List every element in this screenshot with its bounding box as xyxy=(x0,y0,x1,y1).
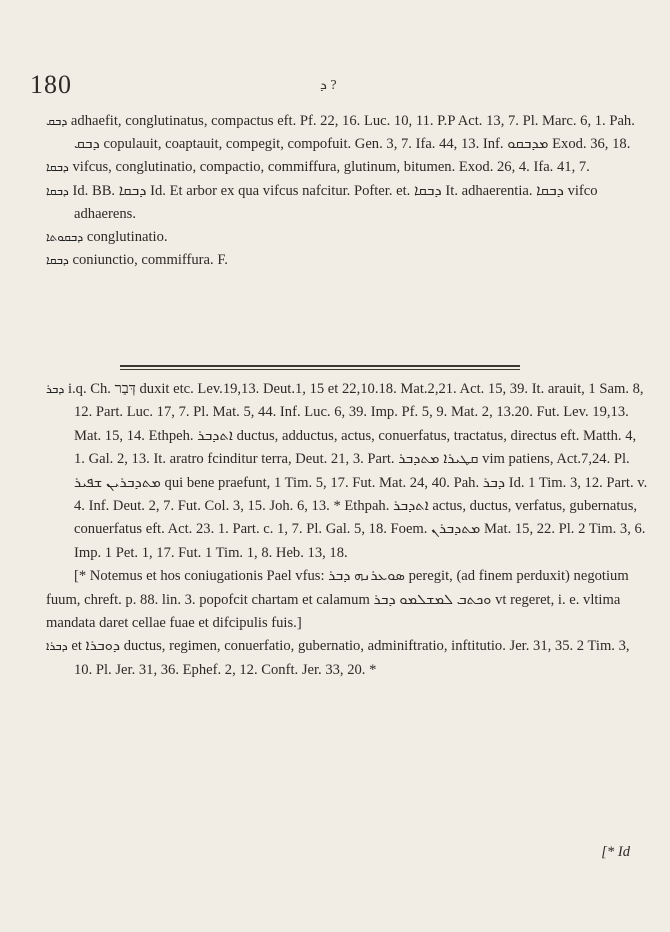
entry-text: Id. BB. ܕܒܩܐ Id. Et arbor ex qua vifcus nafcitur. Pofter. et. ܕܒܩܐ It. adhaerentia. ܕܒܩܐ vifco adhaerens. xyxy=(72,182,598,222)
running-head: ܕ ? xyxy=(320,78,337,93)
entry-headword: ܕܒܩܐ xyxy=(46,183,69,198)
entry-headword: ܕܒܩ xyxy=(46,114,68,128)
entry xyxy=(46,110,642,156)
entry xyxy=(46,378,650,565)
entries-bottom xyxy=(46,378,650,682)
entry-headword: ܕܒܩܘܬܐ xyxy=(46,230,84,245)
entry-headword: ܕܒܩܐ xyxy=(46,253,69,268)
entry xyxy=(46,226,642,249)
entries-top xyxy=(46,110,642,272)
entry-text: adhaefit, conglutinatus, compactus eft. Pf. 22, 16. Luc. 10, 11. P.P Act. 13, 7. Pl. Marc. 6, 1. Pah. ܕܒܩ copulauit, coaptauit, compegit, compofuit. Gen. 3, 7. Ifa. 44, 13. Inf. ܡܕܒܩܘ Exod. 36, 18. xyxy=(70,113,635,153)
catchword: [* Id xyxy=(601,844,630,860)
entry-note xyxy=(46,565,650,635)
section-divider-thin xyxy=(120,369,520,370)
entry-text: conglutinatio. xyxy=(86,229,168,246)
entry-text: [* Notemus et hos coniugationis Pael vfus: ܣܘܥܪܢܗ ܕܒܪ peregit, (ad finem perduxit) negotium fuum, chreft. p. 88. lin. 3. popofcit chartam et calamum ܘܟܬܒ ܠܡܫܠܡܘ ܕܒܪ vt regeret, i. e. vltima mandata daret cellae fuae et difcipulis fuis.] xyxy=(46,568,629,632)
entry-text: et ܕܘܒܪܐ ductus, regimen, conuerfatio, gubernatio, adminiftratio, inftitutio. Jer. 31, 35. 2 Tim. 3, 10. Pl. Jer. 31, 36. Ephef. 2, 12. Conft. Jer. 33, 20. * xyxy=(71,638,630,678)
entry-headword: ܕܒܪܐ xyxy=(46,639,68,654)
entry-text: i.q. Ch. דְּבַר duxit etc. Lev.19,13. Deut.1, 15 et 22,10.18. Mat.2,21. Act. 15, 39. It. arauit, 1 Sam. 8, 12. Part. Luc. 17, 7. Pl. Mat. 5, 44. Inf. Luc. 6, 39. Imp. Pf. 5, 9. Mat. 2, 13.20. Fut. Lev. 19,13. Mat. 15, 14. Ethpeh. ܐܬܕܒܪ ductus, adductus, actus, conuerfatus, tractatus, directus eft. Matth. 4, 1. Gal. 2, 13. It. aratro fcinditur terra, Deut. 21, 3. Part. ܩܛܝܪܐ ܡܬܕܒܪ vim patiens, Act.7,24. Pl. ܡܬܕܒܪܝܢ ܫܦܝܪ qui bene praefunt, 1 Tim. 5, 17. Fut. Mat. 24, 40. Pah. ܕܒܪ Id. 1 Tim. 3, 12. Part. v. 4. Inf. Deut. 2, 7. Fut. Col. 3, 15. Joh. 6, 13. * Ethpah. ܐܬܕܒܪ actus, ductus, verfatus, gubernatus, conuerfatus eft. Act. 23. 1. Part. c. 1, 7. Pl. Gal. 5, 18. Foem. ܡܬܕܒܪܢ Mat. 15, 22. Pl. 2 Tim. 3, 6. Imp. 1 Pet. 1, 17. Fut. 1 Tim. 1, 8. Heb. 13, 18. xyxy=(67,381,648,561)
entry xyxy=(46,156,642,179)
entry xyxy=(46,180,642,226)
entry-text: vifcus, conglutinatio, compactio, commiffura, glutinum, bitumen. Exod. 26, 4. Ifa. 41, 7. xyxy=(72,159,590,176)
entry-text: coniunctio, commiffura. F. xyxy=(72,252,228,269)
entry-headword: ܕܒܩܐ xyxy=(46,160,69,175)
page-number: 180 xyxy=(30,70,72,99)
section-divider xyxy=(120,365,520,367)
entry-headword: ܕܒܪ xyxy=(46,382,65,396)
entry xyxy=(46,635,650,682)
entry xyxy=(46,249,642,272)
